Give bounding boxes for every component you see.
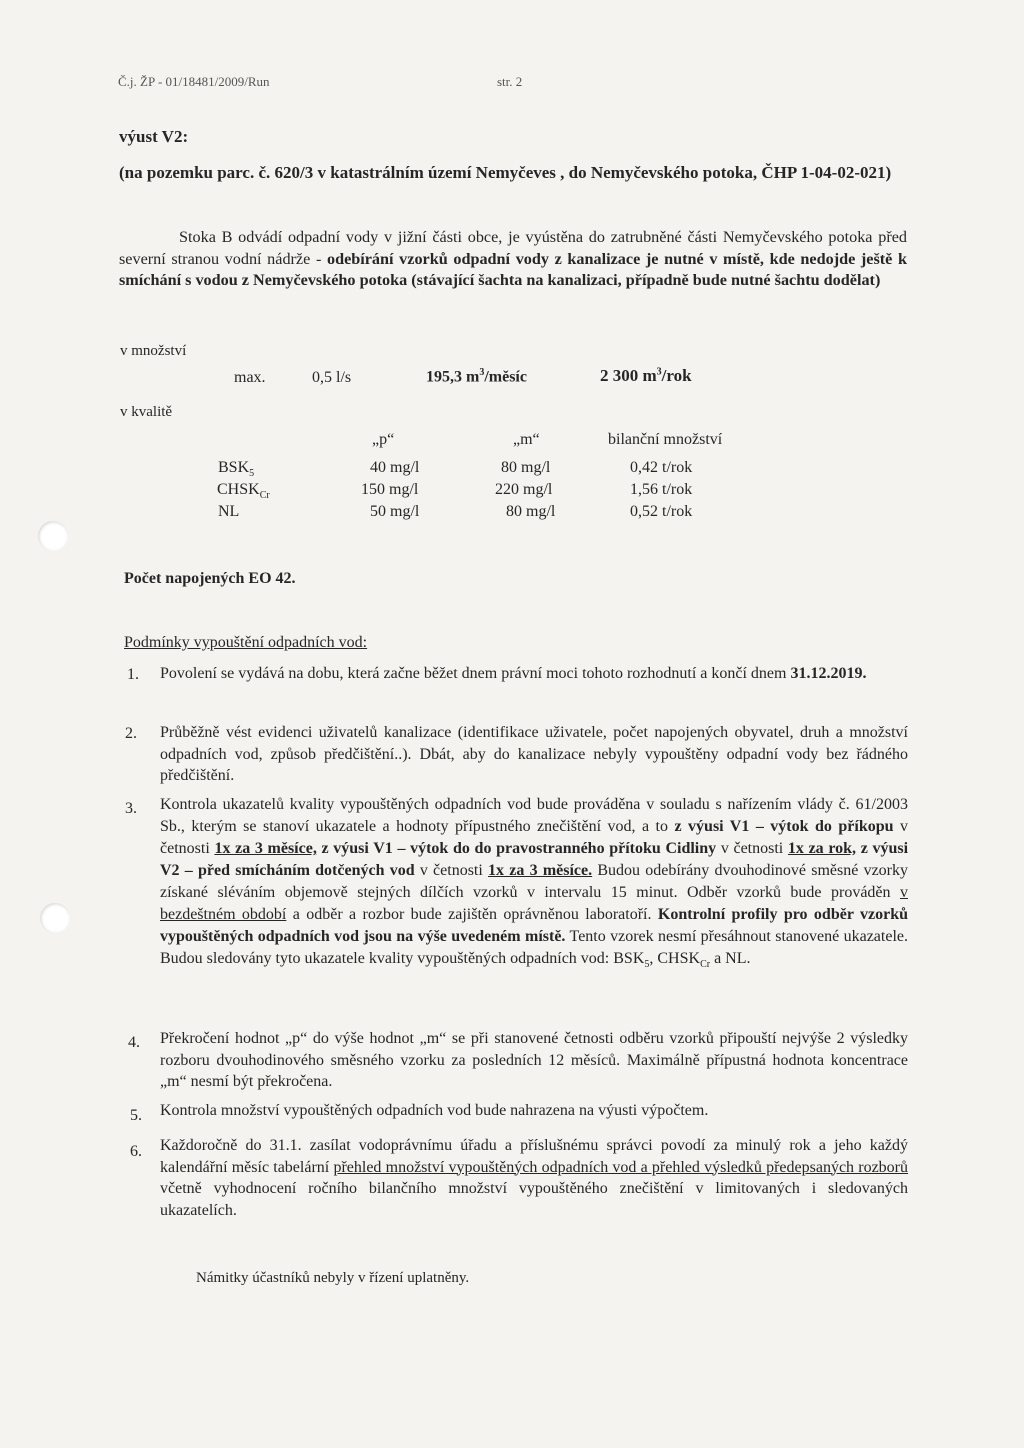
connected-eo: Počet napojených EO 42. <box>124 570 296 587</box>
quality-header-m: „m“ <box>513 431 540 448</box>
quality-row-bsk-m: 80 mg/l <box>501 459 551 476</box>
conditions-title: Podmínky vypouštění odpadních vod: <box>124 634 368 651</box>
quality-row-chsk-balance: 1,56 t/rok <box>630 481 693 498</box>
outlet-description <box>119 227 907 292</box>
condition-3-text <box>160 794 908 976</box>
quantity-label: v množství <box>120 343 187 359</box>
quality-row-bsk-p: 40 mg/l <box>370 459 420 476</box>
quality-row-chsk-sub: Cr <box>259 490 270 502</box>
condition-5-number: 5. <box>130 1107 142 1124</box>
condition-6-number: 6. <box>130 1143 142 1160</box>
condition-1-number: 1. <box>127 666 139 683</box>
condition-3-s16: Kontrolní profily pro odběr vzorků vypouštěných odpadních vod jsou na výše uvedeném místě. <box>160 906 909 945</box>
quantity-yearly-value: 2 300 m <box>600 366 657 385</box>
condition-6-report: přehled množství vypouštěných odpadních vod a přehled výsledků předepsaných rozborů <box>333 1158 909 1176</box>
condition-3-s20: Cr <box>700 959 711 971</box>
quality-row-bsk-balance: 0,42 t/rok <box>630 459 693 476</box>
punch-hole-bottom <box>40 903 70 933</box>
reference-number: Č.j. ŽP - 01/18481/2009/Run <box>118 74 270 89</box>
outlet-title: výust V2: <box>119 127 189 146</box>
quality-row-bsk-label: BSK <box>218 459 250 476</box>
quality-row-bsk-name <box>218 459 254 479</box>
condition-3-s4: 1x za 3 měsíce, <box>214 840 317 857</box>
condition-3-s14: v bezdeštném období <box>160 884 908 923</box>
quality-row-chsk-p: 150 mg/l <box>361 481 419 498</box>
condition-4-text: Překročení hodnot „p“ do výše hodnot „m“ se při stanovené četnosti odběru vzorků připouští nejvýše 2 výsledky rozboru dvouhodinového směsného vzorku za posledních 12 měsíců. Maximálně přípustná hodnota koncentrace „m“ nesmí být překročena. <box>160 1030 908 1090</box>
quantity-max-label: max. <box>234 369 266 386</box>
quantity-flow: 0,5 l/s <box>312 369 352 386</box>
condition-3-s21: a NL. <box>710 950 751 967</box>
condition-1-text-a: Povolení se vydává na dobu, která začne běžet dnem právní moci tohoto rozhodnutí a končí dnem <box>160 665 791 682</box>
quality-row-nl-label: NL <box>218 503 240 520</box>
condition-1-text <box>160 663 908 685</box>
condition-6-text-a: Každoročně do 31.1. zasílat vodoprávnímu úřadu a příslušnému správci povodí za minulý rok a jeho každý kalendářní měsíc tabelární <box>160 1137 908 1176</box>
quantity-monthly-value: 195,3 m <box>426 368 480 386</box>
quality-row-nl-name <box>218 503 239 523</box>
condition-3-s8: 1x za rok, <box>787 840 857 857</box>
outlet-description-plain: Stoka B odvádí odpadní vody v jižní části obce, je vyústěna do zatrubněné části Nemyčevského potoka před severní stranou vodní nádrže - <box>119 228 907 268</box>
condition-3-s7: v četnosti <box>716 840 788 857</box>
quality-row-nl-balance: 0,52 t/rok <box>630 503 693 520</box>
quantity-yearly-unit: /rok <box>661 366 692 385</box>
condition-3-s2: z výusi V1 – výtok do příkopu <box>674 818 894 835</box>
condition-3-number: 3. <box>125 800 137 817</box>
quality-row-chsk-m: 220 mg/l <box>495 481 553 498</box>
outlet-description-bold: odebírání vzorků odpadní vody z kanalizace je nutné v místě, kde nedojde ještě k smíchání s vodou z Nemyčevského potoka (stávající šachta na kanalizaci, případně bude nutné šachtu dodělat) <box>119 249 907 289</box>
condition-3-s13: Budou odebírány dvouhodinové směsné vzorky získané sléváním objemově stejných dílčích vzorků v intervalu 15 minut. Odběr vzorků bude prováděn <box>160 862 909 901</box>
page-number: str. 2 <box>497 74 523 89</box>
condition-6-text <box>160 1135 908 1221</box>
condition-3-s19: , CHSK <box>649 950 701 967</box>
condition-3-s3: v četnosti <box>160 818 909 857</box>
quality-row-nl-m: 80 mg/l <box>506 503 556 520</box>
outlet-location: (na pozemku parc. č. 620/3 v katastrálním území Nemyčeves , do Nemyčevského potoka, ČHP 1-04-02-021) <box>119 163 892 182</box>
condition-3-s11: v četnosti <box>414 862 489 879</box>
quality-row-bsk-sub: 5 <box>249 468 255 480</box>
condition-3-s1: Kontrola ukazatelů kvality vypouštěných odpadních vod bude prováděna v souladu s nařízením vlády č. 61/2003 Sb., kterým se stanoví ukazatele a hodnoty přípustného znečištění vod, a to <box>160 796 908 835</box>
condition-3-s10: z výusi V2 – před smícháním dotčených vod <box>160 840 909 879</box>
condition-3-s15: a odběr a rozbor bude zajištěn oprávněnou laboratoří. <box>286 906 658 923</box>
quality-header-p: „p“ <box>372 431 395 448</box>
condition-4-number: 4. <box>128 1034 140 1051</box>
condition-2-number: 2. <box>125 725 137 742</box>
quality-row-chsk-name <box>217 481 270 501</box>
quality-row-chsk-label: CHSK <box>217 481 260 498</box>
condition-6-text-c: včetně vyhodnocení ročního bilančního množství vypouštěného znečištění v limitovaných i sledovaných ukazatelích. <box>160 1180 908 1219</box>
condition-1-date: 31.12.2019. <box>790 665 867 682</box>
quality-label: v kvalitě <box>120 404 173 420</box>
quantity-monthly-unit: /měsíc <box>484 368 527 386</box>
condition-3-s17: Tento vzorek nesmí přesáhnout stanovené ukazatele. Budou sledovány tyto ukazatele kvality vypouštěných odpadních vod: BSK <box>160 928 908 967</box>
quantity-yearly <box>600 366 692 386</box>
objections-note: Námitky účastníků nebyly v řízení uplatněny. <box>196 1270 470 1286</box>
quantity-monthly-sup: 3 <box>479 367 485 378</box>
condition-5-text: Kontrola množství vypouštěných odpadních vod bude nahrazena na výusti výpočtem. <box>160 1102 709 1119</box>
quantity-yearly-sup: 3 <box>656 366 662 378</box>
punch-hole-top <box>38 521 68 551</box>
condition-3-s12: 1x za 3 měsíce. <box>488 862 593 879</box>
condition-2-text: Průběžně vést evidenci uživatelů kanalizace (identifikace uživatele, počet napojených obyvatel, druh a množství odpadních vod, způsob předčištění..). Dbát, aby do kanalizace nebyly vypouštěny odpadní vody bez řádného předčištění. <box>160 724 908 784</box>
quality-header-balance: bilanční množství <box>608 431 723 448</box>
quantity-monthly <box>426 367 527 386</box>
condition-3-s6: z výusi V1 – výtok do do pravostranného přítoku Cidliny <box>321 840 717 857</box>
condition-3-s18: 5 <box>644 959 650 971</box>
quality-row-nl-p: 50 mg/l <box>370 503 420 520</box>
